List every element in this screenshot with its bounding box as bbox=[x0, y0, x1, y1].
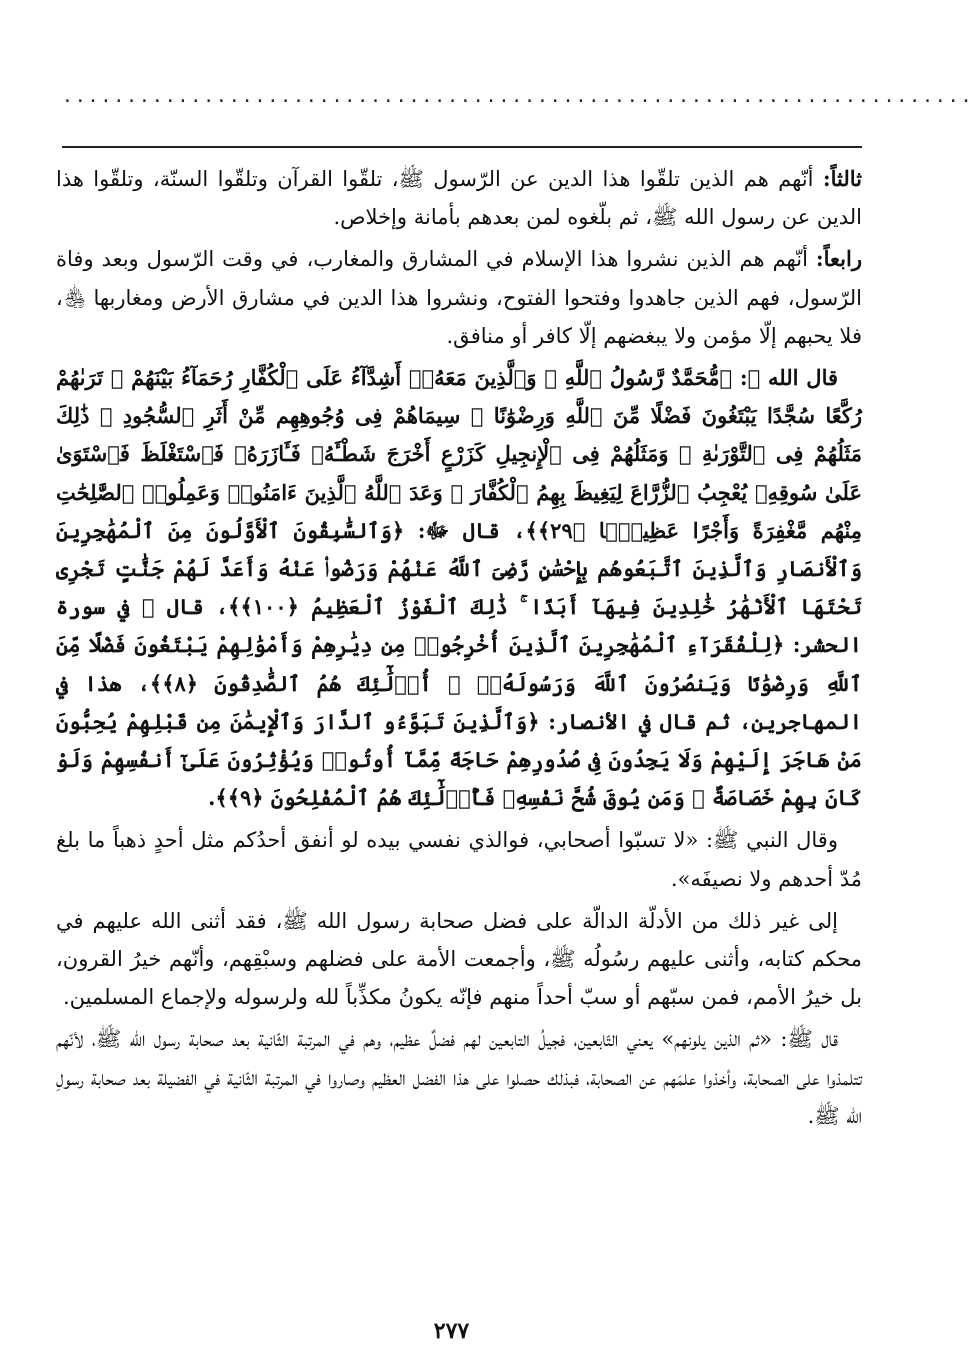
paragraph-tabiun bbox=[56, 1020, 862, 1135]
paragraph-lead: ثالثاً: bbox=[822, 166, 862, 191]
footnote-separator-dots: ······································································· bbox=[62, 91, 973, 112]
paragraph-third bbox=[56, 160, 862, 236]
paragraph-evidence bbox=[56, 902, 862, 1017]
paragraph-hadith bbox=[56, 821, 862, 897]
quran-quotation: قال الله ﷻ: ﴿مُّحَمَّدٌ رَّسُولُ ٱللَّهِ ۚ وَٱلَّذِينَ مَعَهُۥٓ أَشِدَّآءُ عَلَى ٱلْكُفَّارِ رُحَمَآءُ بَيْنَهُمْ ۖ تَرَىٰهُمْ رُكَّعًا سُجَّدًا يَبْتَغُونَ فَضْلًا مِّنَ ٱللَّهِ وَرِضْوَٰنًا ۖ سِيمَاهُمْ فِى وُجُوهِهِم مِّنْ أَثَرِ ٱلسُّجُودِ ۚ ذَٰلِكَ مَثَلُهُمْ فِى ٱلتَّوْرَىٰةِ ۚ وَمَثَلُهُمْ فِى ٱلْإِنجِيلِ كَزَرْعٍ أَخْرَجَ شَطْـَٔهُۥ فَـَٔازَرَهُۥ فَٱسْتَغْلَظَ فَٱسْتَوَىٰ عَلَىٰ سُوقِهِۦ يُعْجِبُ ٱلزُّرَّاعَ لِيَغِيظَ بِهِمُ ٱلْكُفَّارَ ۗ وَعَدَ ٱللَّهُ ٱلَّذِينَ ءَامَنُوا۟ وَعَمِلُوا۟ ٱلصَّٰلِحَٰتِ مِنْهُم مَّغْفِرَةً وَأَجْرًا عَظِيمًۢا ﴿٢٩﴾﴾، قال ﷻ: ﴿وَٱلسَّٰبِقُونَ ٱلْأَوَّلُونَ مِنَ ٱلْمُهَٰجِرِينَ وَٱلْأَنصَارِ وَٱلَّذِينَ ٱتَّبَعُوهُم بِإِحْسَٰنٍ رَّضِىَ ٱللَّهُ عَنْهُمْ وَرَضُوا۟ عَنْهُ وَأَعَدَّ لَهُمْ جَنَّٰتٍ تَجْرِى تَحْتَهَا ٱلْأَنْهَٰرُ خَٰلِدِينَ فِيهَآ أَبَدًا ۚ ذَٰلِكَ ٱلْفَوْزُ ٱلْعَظِيمُ ﴿١٠٠﴾﴾، قال ﷻ في سورة الحشر: ﴿لِلْفُقَرَآءِ ٱلْمُهَٰجِرِينَ ٱلَّذِينَ أُخْرِجُوا۟ مِن دِيَٰرِهِمْ وَأَمْوَٰلِهِمْ يَبْتَغُونَ فَضْلًا مِّنَ ٱللَّهِ وَرِضْوَٰنًا وَيَنصُرُونَ ٱللَّهَ وَرَسُولَهُۥٓ ۚ أُو۟لَٰٓئِكَ هُمُ ٱلصَّٰدِقُونَ ﴿٨﴾﴾، هذا في المهاجرين، ثم قال في الأنصار: ﴿وَٱلَّذِينَ تَبَوَّءُو ٱلدَّارَ وَٱلْإِيمَٰنَ مِن قَبْلِهِمْ يُحِبُّونَ مَنْ هَاجَرَ إِلَيْهِمْ وَلَا يَجِدُونَ فِى صُدُورِهِمْ حَاجَةً مِّمَّآ أُوتُوا۟ وَيُؤْثِرُونَ عَلَىٰٓ أَنفُسِهِمْ وَلَوْ كَانَ بِهِمْ خَصَاصَةٌ ۚ وَمَن يُوقَ شُحَّ نَفْسِهِۦ فَأُو۟لَٰٓئِكَ هُمُ ٱلْمُفْلِحُونَ ﴿٩﴾﴾. bbox=[56, 365, 862, 811]
paragraph-text: أنّهم هم الذين نشروا هذا الإسلام في المشارق والمغارب، في وقت الرّسول وبعد وفاة الرّسول، فهم الذين جاهدوا وفتحوا الفتوح، ونشروا هذا الدين في مشارق الأرض ومغاربها ﵃، فلا يحبهم إلّا مؤمن ولا يبغضهم إلّا كافر أو منافق. bbox=[56, 247, 862, 348]
main-text bbox=[56, 160, 862, 1139]
paragraph-text: أنّهم هم الذين تلقّوا هذا الدين عن الرّسول ﷺ، تلقّوا القرآن وتلقّوا السنّة، وتلقّوا هذا الدين عن رسول الله ﷺ، ثم بلّغوه لمن بعدهم بأمانة وإخلاص. bbox=[56, 167, 862, 230]
page-number: ٢٧٧ bbox=[433, 1318, 470, 1344]
paragraph-quran-verses bbox=[56, 359, 862, 817]
paragraph-lead: رابعاً: bbox=[815, 246, 862, 272]
paragraph-text: وقال النبي ﷺ: «لا تسبّوا أصحابي، فوالذي نفسي بيده لو أنفق أحدُكم مثل أحدٍ ذهباً ما بلغ مُدّ أحدهم ولا نصيفَه». bbox=[56, 828, 862, 891]
paragraph-text: إلى غير ذلك من الأدلّة الدالّة على فضل صحابة رسول الله ﷺ، فقد أثنى الله عليهم في محكم كتابه، وأثنى عليهم رسُولُه ﷺ، وأجمعت الأمة على فضلهم وسبْقِهم، وأنّهم خيرُ القرون، بل خيرُ الأمم، فمن سبّهم أو سبّ أحداً منهم فإنّه يكونُ مكذِّباً لله ولرسوله ولإجماع المسلمين. bbox=[56, 908, 862, 1010]
paragraph-fourth bbox=[56, 240, 862, 355]
paragraph-text: قال ﷺ: «ثم الذين يلونهم» يعني التّابعين، فجيلُ التابعين لهم فضلٌ عظيم، وهم في المرتبة الثّانية بعد صحابة رسول الله ﷺ، لأنّهم تتلمذوا على الصحابة، وأخذوا علمَهم عن الصحابة، فبذلك حصلوا على هذا الفضل العظيم وصاروا في المرتبة الثّانية في الفضيلة بعد صحابة رسولِ الله ﷺ. bbox=[56, 1027, 862, 1128]
header-rule bbox=[62, 146, 862, 148]
